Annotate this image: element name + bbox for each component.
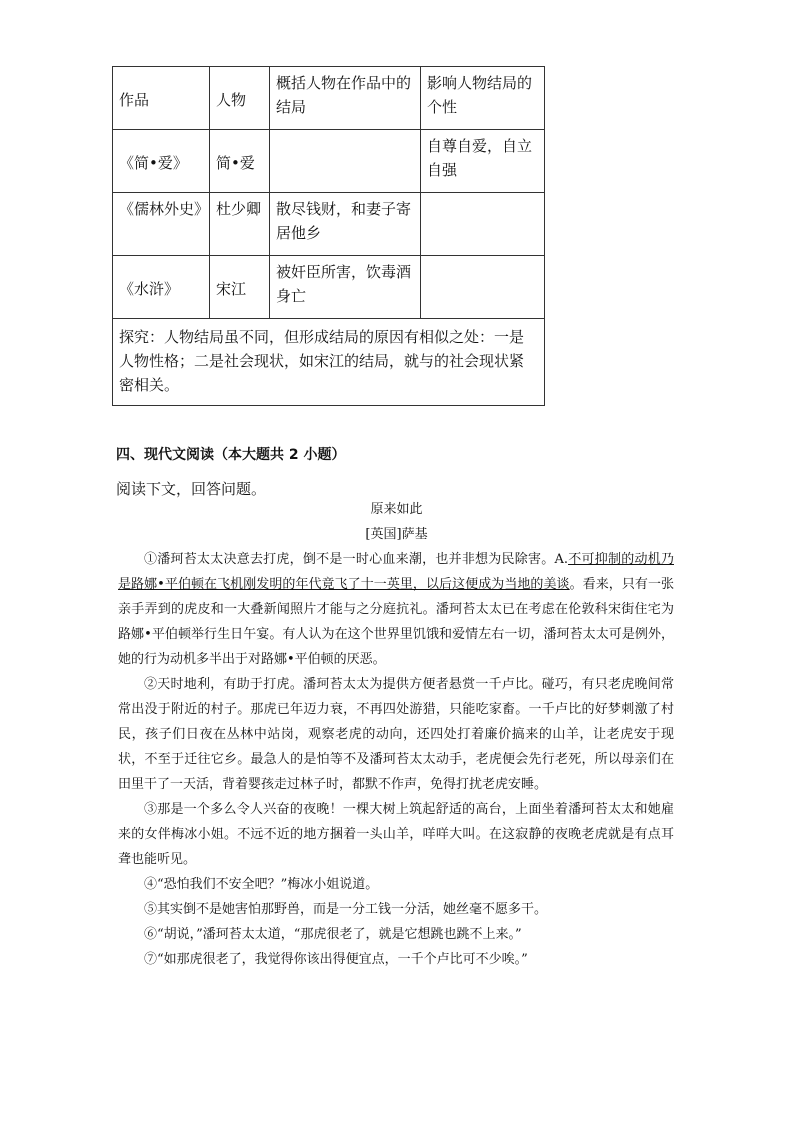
table-cell: 被奸臣所害，饮毒酒身亡 bbox=[270, 256, 421, 319]
table-cell bbox=[421, 193, 545, 256]
table-footer: 探究：人物结局虽不同，但形成结局的原因有相似之处：一是人物性格；二是社会现状，如宋江的结局，就与的社会现状紧密相关。 bbox=[113, 319, 545, 406]
table-cell: 自尊自爱，自立自强 bbox=[421, 130, 545, 193]
paragraph-1 bbox=[118, 547, 674, 672]
table-header-row bbox=[113, 67, 545, 130]
table-cell: 《简•爱》 bbox=[113, 130, 210, 193]
table-cell: 宋江 bbox=[210, 256, 270, 319]
table-cell bbox=[421, 256, 545, 319]
header-cell: 人物 bbox=[210, 67, 270, 130]
table-cell: 《水浒》 bbox=[113, 256, 210, 319]
passage-body bbox=[118, 547, 674, 972]
paragraph-3: ③那是一个多么令人兴奋的夜晚！一棵大树上筑起舒适的高台，上面坐着潘珂苔太太和她雇来的女伴梅冰小姐。不远不近的地方捆着一头山羊，咩咩大叫。在这寂静的夜晚老虎就是有点耳聋也能听见。 bbox=[118, 802, 674, 867]
paragraph-4: ④“恐怕我们不安全吧？”梅冰小姐说道。 bbox=[144, 877, 379, 892]
table-cell bbox=[270, 130, 421, 193]
table-cell: 《儒林外史》 bbox=[113, 193, 210, 256]
p1-lead: ①潘珂苔太太决意去打虎，倒不是一时心血来潮，也并非想为民除害。A. bbox=[144, 552, 569, 567]
table-row bbox=[113, 256, 545, 319]
table-row bbox=[113, 130, 545, 193]
table-cell: 杜少卿 bbox=[210, 193, 270, 256]
character-table bbox=[112, 66, 545, 406]
paragraph-5: ⑤其实倒不是她害怕那野兽，而是一分工钱一分活，她丝毫不愿多干。 bbox=[144, 902, 548, 917]
section-heading: 四、现代文阅读（本大题共 2 小题） bbox=[116, 447, 346, 463]
paragraph-7: ⑦“如那虎很老了，我觉得你该出得便宜点，一千个卢比可不少唉。” bbox=[144, 952, 528, 967]
table-cell: 散尽钱财，和妻子寄居他乡 bbox=[270, 193, 421, 256]
header-cell: 概括人物在作品中的结局 bbox=[270, 67, 421, 130]
table-row bbox=[113, 193, 545, 256]
instruction-text: 阅读下文，回答问题。 bbox=[116, 480, 267, 498]
underlined-sentence-a: 不可抑制的动机乃是路娜•平伯顿在飞机刚发明的年代竟飞了十一英里，以后这便成为当地的美谈 bbox=[118, 552, 674, 592]
passage-author: [英国]萨基 bbox=[365, 527, 428, 542]
paragraph-2: ②天时地利，有助于打虎。潘珂苔太太为提供方便者悬赏一千卢比。碰巧，有只老虎晚间常常出没于附近的村子。那虎已年迈力衰，不再四处游猎，只能吃家畜。一千卢比的好梦刺激了村民，孩子们日夜在丛林中站岗，观察老虎的动向，还四处打着廉价搞来的山羊，让老虎安于现状，不至于迁往它乡。最急人的是怕等不及潘珂苔太太动手，老虎便会先行老死，所以母亲们在田里干了一天活，背着婴孩走过林子时，都默不作声，免得打扰老虎安睡。 bbox=[118, 677, 674, 792]
p1-rest: 。看来，只有一张亲手弄到的虎皮和一大叠新闻照片才能与之分庭抗礼。潘珂苔太太已在考虑在伦敦科宋街住宅为路娜•平伯顿举行生日午宴。有人认为在这个世界里饥饿和爱情左右一切，潘珂苔太太可是例外，她的行为动机多半出于对路娜•平伯顿的厌恶。 bbox=[118, 577, 674, 667]
table-cell: 简•爱 bbox=[210, 130, 270, 193]
header-cell: 影响人物结局的个性 bbox=[421, 67, 545, 130]
table-footer-row bbox=[113, 319, 545, 406]
paragraph-6: ⑥“胡说，”潘珂苔太太道，“那虎很老了，就是它想跳也跳不上来。” bbox=[144, 927, 522, 942]
passage-title: 原来如此 bbox=[370, 502, 423, 517]
header-cell: 作品 bbox=[113, 67, 210, 130]
